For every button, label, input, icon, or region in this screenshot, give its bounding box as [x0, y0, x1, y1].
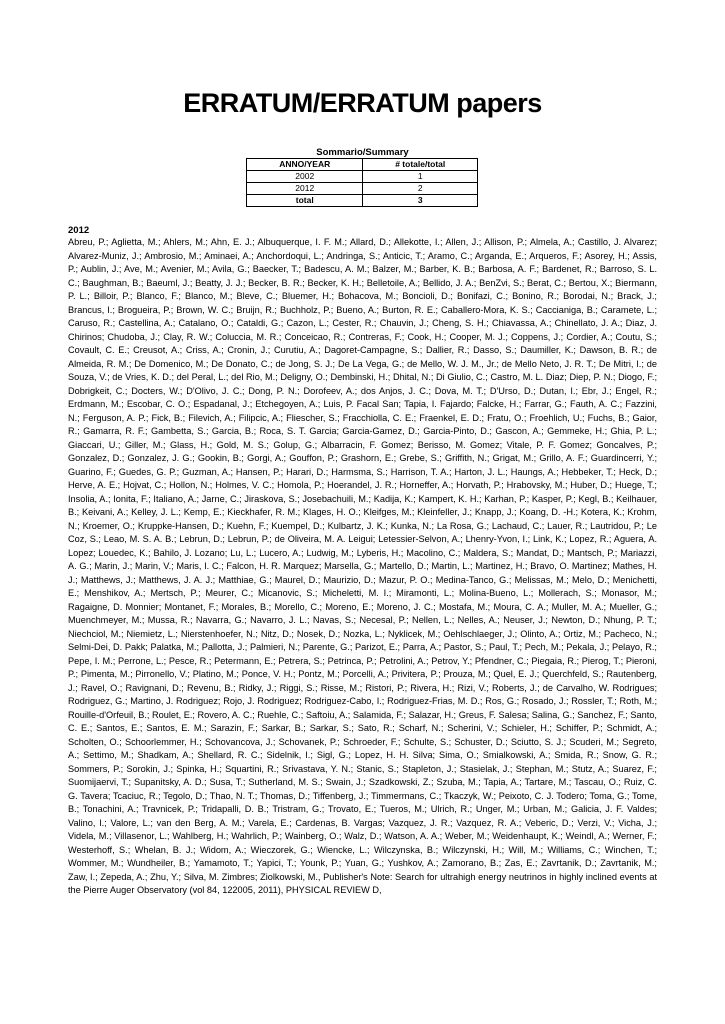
table-row — [247, 171, 478, 183]
table-row — [247, 183, 478, 195]
total-count: 3 — [363, 195, 478, 207]
row-count: 2 — [363, 183, 478, 195]
row-count: 1 — [363, 171, 478, 183]
summary-header-row — [247, 159, 478, 171]
section-year-heading: 2012 — [68, 225, 90, 236]
row-year: 2002 — [247, 171, 363, 183]
header-total: # totale/total — [363, 159, 478, 171]
total-label: total — [247, 195, 363, 207]
row-year: 2012 — [247, 183, 363, 195]
entry-text: Abreu, P.; Aglietta, M.; Ahlers, M.; Ahn, E. J.; Albuquerque, I. F. M.; Allard, D.; Allekotte, I.; Allen, J.; Allison, P.; Almela, A.; Castillo, J. Alvarez; Alvarez-Muniz, J.; Ambrosio, M.; Aminaei, A.; Anchordoqui, L.; Andringa, S.; Anticic, T.; Aramo, C.; Arganda, E.; Arqueros, F.; Asorey, H.; Assis, P.; Aublin, J.; Ave, M.; Avenier, M.; Avila, G.; Baecker, T.; Badescu, A. M.; Balzer, M.; Barber, K. B.; Barbosa, A. F.; Bardenet, R.; Barroso, S. L. C.; Baughman, B.; Baeuml, J.; Beatty, J. J.; Becker, B. R.; Becker, K. H.; Belletoile, A.; Bellido, J. A.; BenZvi, S.; Berat, C.; Bertou, X.; Biermann, P. L.; Billoir, P.; Blanco, F.; Blanco, M.; Bleve, C.; Bluemer, H.; Bohacova, M.; Boncioli, D.; Bonifazi, C.; Bonino, R.; Borodai, N.; Brack, J.; Brancus, I.; Brogueira, P.; Brown, W. C.; Bruijn, R.; Buchholz, P.; Bueno, A.; Burton, R. E.; Caballero-Mora, K. S.; Caccianiga, B.; Caramete, L.; Caruso, R.; Castellina, A.; Catalano, O.; Cataldi, G.; Cazon, L.; Cester, R.; Chauvin, J.; Cheng, S. H.; Chiavassa, A.; Chinellato, J. A.; Diaz, J. Chirinos; Chudoba, J.; Clay, R. W.; Coluccia, M. R.; Conceicao, R.; Contreras, F.; Cook, H.; Cooper, M. J.; Coppens, J.; Cordier, A.; Coutu, S.; Covault, C. E.; Creusot, A.; Criss, A.; Cronin, J.; Curutiu, A.; Dagoret-Campagne, S.; Dallier, R.; Dasso, S.; Daumiller, K.; Dawson, B. R.; de Almeida, R. M.; De Domenico, M.; De Donato, C.; de Jong, S. J.; De La Vega, G.; de Mello, W. J. M., Jr.; de Mello Neto, J. R. T.; De Mitri, I.; de Souza, V.; de Vries, K. D.; del Peral, L.; del Rio, M.; Deligny, O.; Dembinski, H.; Dhital, N.; Di Giulio, C.; Castro, M. L. Diaz; Diep, P. N.; Diogo, F.; Dobrigkeit, C.; Docters, W.; D'Olivo, J. C.; Dong, P. N.; Dorofeev, A.; dos Anjos, J. C.; Dova, M. T.; D'Urso, D.; Dutan, I.; Ebr, J.; Engel, R.; Erdmann, M.; Escobar, C. O.; Espadanal, J.; Etchegoyen, A.; Luis, P. Facal San; Tapia, I. Fajardo; Falcke, H.; Farrar, G.; Fauth, A. C.; Fazzini, N.; Ferguson, A. P.; Fick, B.; Filevich, A.; Filipcic, A.; Fliescher, S.; Fracchiolla, C. E.; Fraenkel, E. D.; Fratu, O.; Froehlich, U.; Fuchs, B.; Gaior, R.; Gamarra, R. F.; Gambetta, S.; Garcia, B.; Roca, S. T. Garcia; Garcia-Gamez, D.; Garcia-Pinto, D.; Gascon, A.; Gemmeke, H.; Ghia, P. L.; Giaccari, U.; Giller, M.; Glass, H.; Gold, M. S.; Golup, G.; Albarracin, F. Gomez; Berisso, M. Gomez; Vitale, P. F. Gomez; Goncalves, P.; Gonzalez, D.; Gonzalez, J. G.; Gookin, B.; Gorgi, A.; Gouffon, P.; Grashorn, E.; Grebe, S.; Griffith, N.; Grigat, M.; Grillo, A. F.; Guardincerri, Y.; Guarino, F.; Guedes, G. P.; Guzman, A.; Hansen, P.; Harari, D.; Harmsma, S.; Harrison, T. A.; Harton, J. L.; Haungs, A.; Hebbeker, T.; Heck, D.; Herve, A. E.; Hojvat, C.; Hollon, N.; Holmes, V. C.; Homola, P.; Hoerandel, J. R.; Horneffer, A.; Horvath, P.; Hrabovsky, M.; Huber, D.; Huege, T.; Insolia, A.; Ionita, F.; Italiano, A.; Jarne, C.; Jiraskova, S.; Josebachuili, M.; Kadija, K.; Kampert, K. H.; Karhan, P.; Kasper, P.; Kegl, B.; Keilhauer, B.; Keivani, A.; Kelley, J. L.; Kemp, E.; Kieckhafer, R. M.; Klages, H. O.; Kleifges, M.; Kleinfeller, J.; Knapp, J.; Koang, D. -H.; Kotera, K.; Krohm, N.; Kroemer, O.; Kruppke-Hansen, D.; Kuehn, F.; Kuempel, D.; Kulbartz, J. K.; Kunka, N.; La Rosa, G.; Lachaud, C.; Lauer, R.; Lautridou, P.; Le Coz, S.; Leao, M. S. A. B.; Lebrun, D.; Lebrun, P.; de Oliveira, M. A. Leigui; Letessier-Selvon, A.; Lhenry-Yvon, I.; Link, K.; Lopez, R.; Aguera, A. Lopez; Louedec, K.; Bahilo, J. Lozano; Lu, L.; Lucero, A.; Ludwig, M.; Lyberis, H.; Macolino, C.; Maldera, S.; Mandat, D.; Mantsch, P.; Mariazzi, A. G.; Marin, J.; Marin, V.; Maris, I. C.; Falcon, H. R. Marquez; Marsella, G.; Martello, D.; Martin, L.; Martinez, H.; Bravo, O. Martinez; Mathes, H. J.; Matthews, J.; Matthews, J. A. J.; Matthiae, G.; Maurel, D.; Maurizio, D.; Mazur, P. O.; Medina-Tanco, G.; Melissas, M.; Melo, D.; Menichetti, E.; Menshikov, A.; Mertsch, P.; Meurer, C.; Micanovic, S.; Micheletti, M. I.; Miramonti, L.; Molina-Bueno, L.; Mollerach, S.; Monasor, M.; Ragaigne, D. Monnier; Montanet, F.; Morales, B.; Morello, C.; Moreno, E.; Moreno, J. C.; Mostafa, M.; Moura, C. A.; Muller, M. A.; Mueller, G.; Muenchmeyer, M.; Mussa, R.; Navarra, G.; Navarro, J. L.; Navas, S.; Necesal, P.; Nellen, L.; Nelles, A.; Neuser, J.; Newton, D.; Nhung, P. T.; Niechciol, M.; Niemietz, L.; Nierstenhoefer, N.; Nitz, D.; Nosek, D.; Nozka, L.; Nyklicek, M.; Oehlschlaeger, J.; Olinto, A.; Ortiz, M.; Pacheco, N.; Selmi-Dei, D. Pakk; Palatka, M.; Pallotta, J.; Palmieri, N.; Parente, G.; Parizot, E.; Parra, A.; Pastor, S.; Paul, T.; Pech, M.; Pekala, J.; Pelayo, R.; Pepe, I. M.; Perrone, L.; Pesce, R.; Petermann, E.; Petrera, S.; Petrinca, P.; Petrolini, A.; Petrov, Y.; Pfendner, C.; Piegaia, R.; Pierog, T.; Pieroni, P.; Pimenta, M.; Pirronello, V.; Platino, M.; Ponce, V. H.; Pontz, M.; Porcelli, A.; Privitera, P.; Prouza, M.; Quel, E. J.; Querchfeld, S.; Rautenberg, J.; Ravel, O.; Ravignani, D.; Revenu, B.; Ridky, J.; Riggi, S.; Risse, M.; Ristori, P.; Rivera, H.; Rizi, V.; Roberts, J.; de Carvalho, W. Rodrigues; Rodriguez, G.; Martino, J. Rodriguez; Rojo, J. Rodriguez; Rodriguez-Cabo, I.; Rodriguez-Frias, M. D.; Ros, G.; Rosado, J.; Rossler, T.; Roth, M.; Rouille-d'Orfeuil, B.; Roulet, E.; Rovero, A. C.; Ruehle, C.; Saftoiu, A.; Salamida, F.; Salazar, H.; Greus, F. Salesa; Salina, G.; Sanchez, F.; Santo, C. E.; Santos, E.; Santos, E. M.; Sarazin, F.; Sarkar, B.; Sarkar, S.; Sato, R.; Scharf, N.; Scherini, V.; Schieler, H.; Schiffer, P.; Schmidt, A.; Scholten, O.; Schoorlemmer, H.; Schovancova, J.; Schovanek, P.; Schroeder, F.; Schulte, S.; Schuster, D.; Sciutto, S. J.; Scuderi, M.; Segreto, A.; Settimo, M.; Shadkam, A.; Shellard, R. C.; Sidelnik, I.; Sigl, G.; Lopez, H. H. Silva; Sima, O.; Smialkowski, A.; Smida, R.; Snow, G. R.; Sommers, P.; Sorokin, J.; Spinka, H.; Squartini, R.; Srivastava, Y. N.; Stanic, S.; Stapleton, J.; Stasielak, J.; Stephan, M.; Stutz, A.; Suarez, F.; Suomijaervi, T.; Supanitsky, A. D.; Susa, T.; Sutherland, M. S.; Swain, J.; Szadkowski, Z.; Szuba, M.; Tapia, A.; Tartare, M.; Tascau, O.; Ruiz, C. G. Tavera; Tcaciuc, R.; Tegolo, D.; Thao, N. T.; Thomas, D.; Tiffenberg, J.; Timmermans, C.; Tkaczyk, W.; Peixoto, C. J. Todero; Toma, G.; Tome, B.; Tonachini, A.; Travnicek, P.; Tridapalli, D. B.; Tristram, G.; Trovato, E.; Tueros, M.; Ulrich, R.; Unger, M.; Urban, M.; Galicia, J. F. Valdes; Valino, I.; Valore, L.; van den Berg, A. M.; Varela, E.; Cardenas, B. Vargas; Vazquez, J. R.; Vazquez, R. A.; Veberic, D.; Verzi, V.; Vicha, J.; Videla, M.; Villasenor, L.; Wahlberg, H.; Wahrlich, P.; Wainberg, O.; Walz, D.; Watson, A. A.; Weber, M.; Weidenhaupt, K.; Weindl, A.; Werner, F.; Westerhoff, S.; Whelan, B. J.; Widom, A.; Wieczorek, G.; Wiencke, L.; Wilczynska, B.; Wilczynski, H.; Will, M.; Williams, C.; Winchen, T.; Wommer, M.; Wundheiler, B.; Yamamoto, T.; Yapici, T.; Younk, P.; Yuan, G.; Yushkov, A.; Zamorano, B.; Zas, E.; Zavrtanik, D.; Zavrtanik, M.; Zaw, I.; Zepeda, A.; Zhu, Y.; Silva, M. Zimbres; Ziolkowski, M., Publisher's Note: Search for ultrahigh energy neutrinos in highly inclined events at the Pierre Auger Observatory (vol 84, 122005, 2011), PHYSICAL REVIEW D, — [68, 237, 657, 895]
header-year: ANNO/YEAR — [247, 159, 363, 171]
summary-table — [246, 158, 478, 207]
total-row — [247, 195, 478, 207]
summary-caption: Sommario/Summary — [316, 147, 409, 158]
page-title: ERRATUM/ERRATUM papers — [183, 88, 542, 118]
